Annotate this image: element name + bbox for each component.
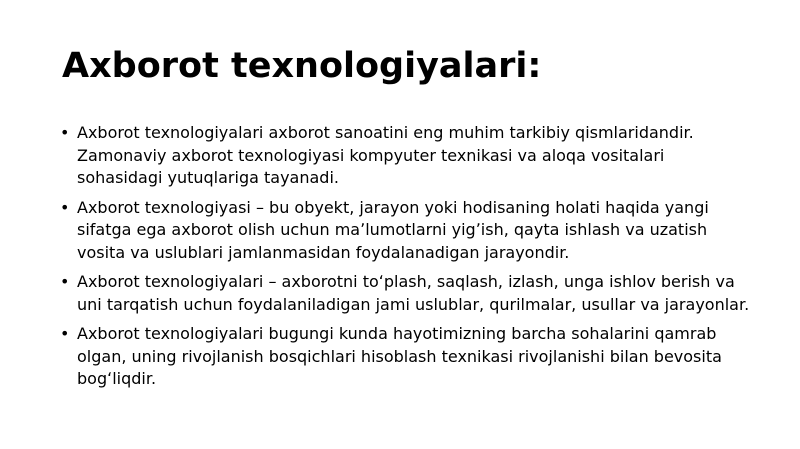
bullet-text: Axborot texnologiyalari bugungi kunda hayotimizning barcha sohalarini qamrab olgan, uning rivojlanish bosqichlari hisoblash texnikasi rivojlanishi bilan bevosita bogʻliqdir.	[77, 324, 722, 388]
bullet-item	[60, 323, 750, 391]
bullet-text: Axborot texnologiyasi – bu obyekt, jarayon yoki hodisaning holati haqida yangi sifatga ega axborot olish uchun maʼlumotlarni yigʼish, qayta ishlash va uzatish vosita va uslublari jamlanmasidan foydalanadigan jarayondir.	[77, 197, 709, 262]
bullet-list	[60, 122, 750, 398]
bullet-marker: •	[60, 324, 70, 343]
slide-title: Axborot texnologiyalari:	[62, 46, 542, 86]
bullet-marker: •	[60, 123, 70, 142]
bullet-marker: •	[60, 272, 70, 291]
bullet-marker: •	[60, 197, 70, 217]
bullet-text: Axborot texnologiyalari axborot sanoatini eng muhim tarkibiy qismlaridandir. Zamonaviy axborot texnologiyasi kompyuter texnikasi va aloqa vositalari sohasidagi yutuqlariga tayanadi.	[77, 123, 694, 187]
bullet-item	[60, 122, 750, 190]
bullet-item	[60, 271, 750, 316]
bullet-text: Axborot texnologiyalari – axborotni toʻplash, saqlash, izlash, unga ishlov berish va uni tarqatish uchun foydalaniladigan jami uslublar, qurilmalar, usullar va jarayonlar.	[77, 272, 750, 314]
bullet-item	[60, 197, 750, 265]
